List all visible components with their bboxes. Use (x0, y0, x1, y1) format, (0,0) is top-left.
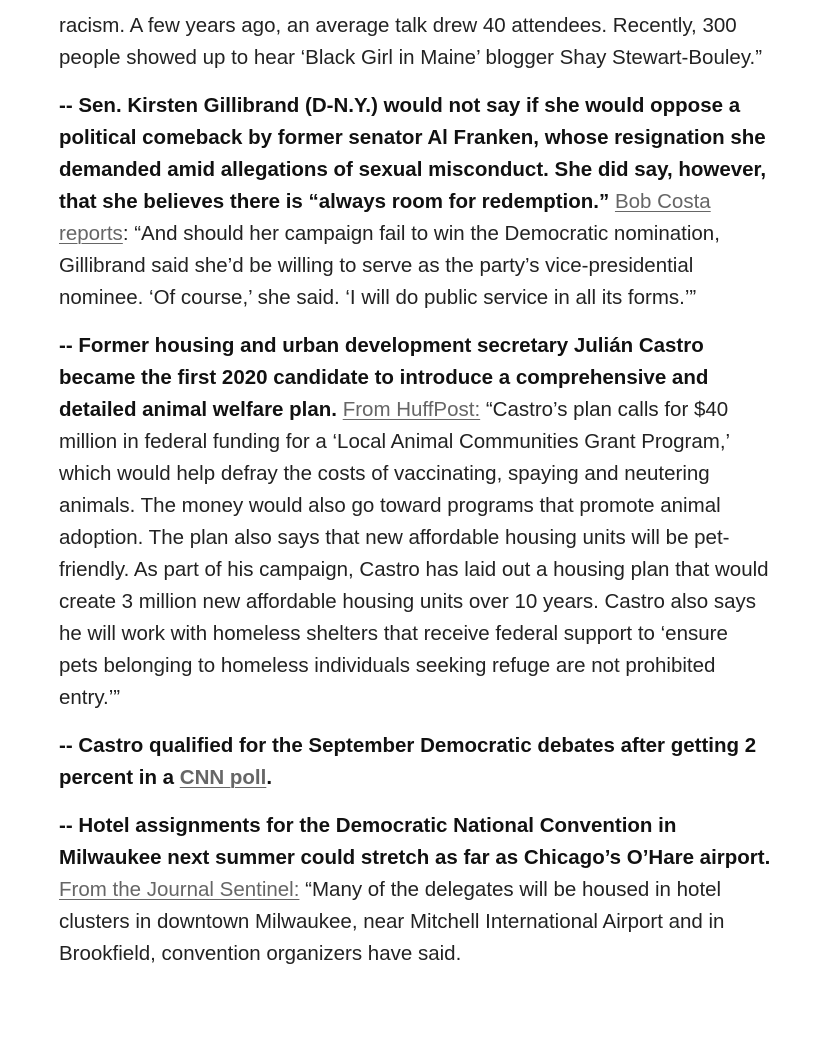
paragraph-lede: -- Sen. Kirsten Gillibrand (D-N.Y.) would not say if she would oppose a political comeback by former senator Al Franken, whose resignation she demanded amid allegations of sexual misconduct. She did say, however, that she believes there is “always room for redemption.” (59, 94, 767, 213)
bob-costa-reports-link[interactable]: Bob Costa reports (59, 190, 711, 245)
huffpost-link[interactable]: From HuffPost: (342, 398, 481, 421)
paragraph-lede: -- Hotel assignments for the Democratic National Convention in Milwaukee next summer could stretch as far as Chicago’s O’Hare airport. (59, 814, 771, 869)
paragraph-lede-text: -- Castro qualified for the September Democratic debates after getting 2 percent in a (59, 734, 757, 789)
paragraph-lede-end: . (266, 766, 273, 789)
paragraph-text: “Many of the delegates will be housed in hotel clusters in downtown Milwaukee, near Mitchell International Airport and in Brookfield, convention organizers have said. (59, 878, 725, 965)
paragraph-castro-animal-plan (59, 330, 771, 714)
paragraph-lede: -- Former housing and urban development secretary Julián Castro became the first 2020 candidate to introduce a comprehensive and detailed animal welfare plan. (59, 334, 709, 421)
paragraph-text: racism. A few years ago, an average talk drew 40 attendees. Recently, 300 people showed up to hear ‘Black Girl in Maine’ blogger Shay Stewart-Bouley.” (59, 14, 763, 69)
article-body (59, 10, 771, 986)
paragraph-text: “Castro’s plan calls for $40 million in federal funding for a ‘Local Animal Communities Grant Program,’ which would help defray the costs of vaccinating, spaying and neutering animals. The money would also go toward programs that promote animal adoption. The plan also says that new affordable housing units will be pet-friendly. As part of his campaign, Castro has laid out a housing plan that would create 3 million new affordable housing units over 10 years. Castro also says he will work with homeless shelters that receive federal support to ‘ensure pets belonging to homeless individuals seeking refuge are not prohibited entry.’” (59, 398, 769, 709)
journal-sentinel-link[interactable]: From the Journal Sentinel: (59, 878, 300, 901)
paragraph-text: : “And should her campaign fail to win the Democratic nomination, Gillibrand said she’d be willing to serve as the party’s vice-presidential nominee. ‘Of course,’ she said. ‘I will do public service in all its forms.’” (59, 222, 720, 309)
paragraph-dnc-hotels (59, 810, 771, 970)
paragraph-racism-talks (59, 10, 771, 74)
cnn-poll-link[interactable]: CNN poll (179, 766, 267, 789)
paragraph-lede (59, 734, 756, 789)
paragraph-castro-debates (59, 730, 771, 794)
paragraph-gillibrand (59, 90, 771, 314)
